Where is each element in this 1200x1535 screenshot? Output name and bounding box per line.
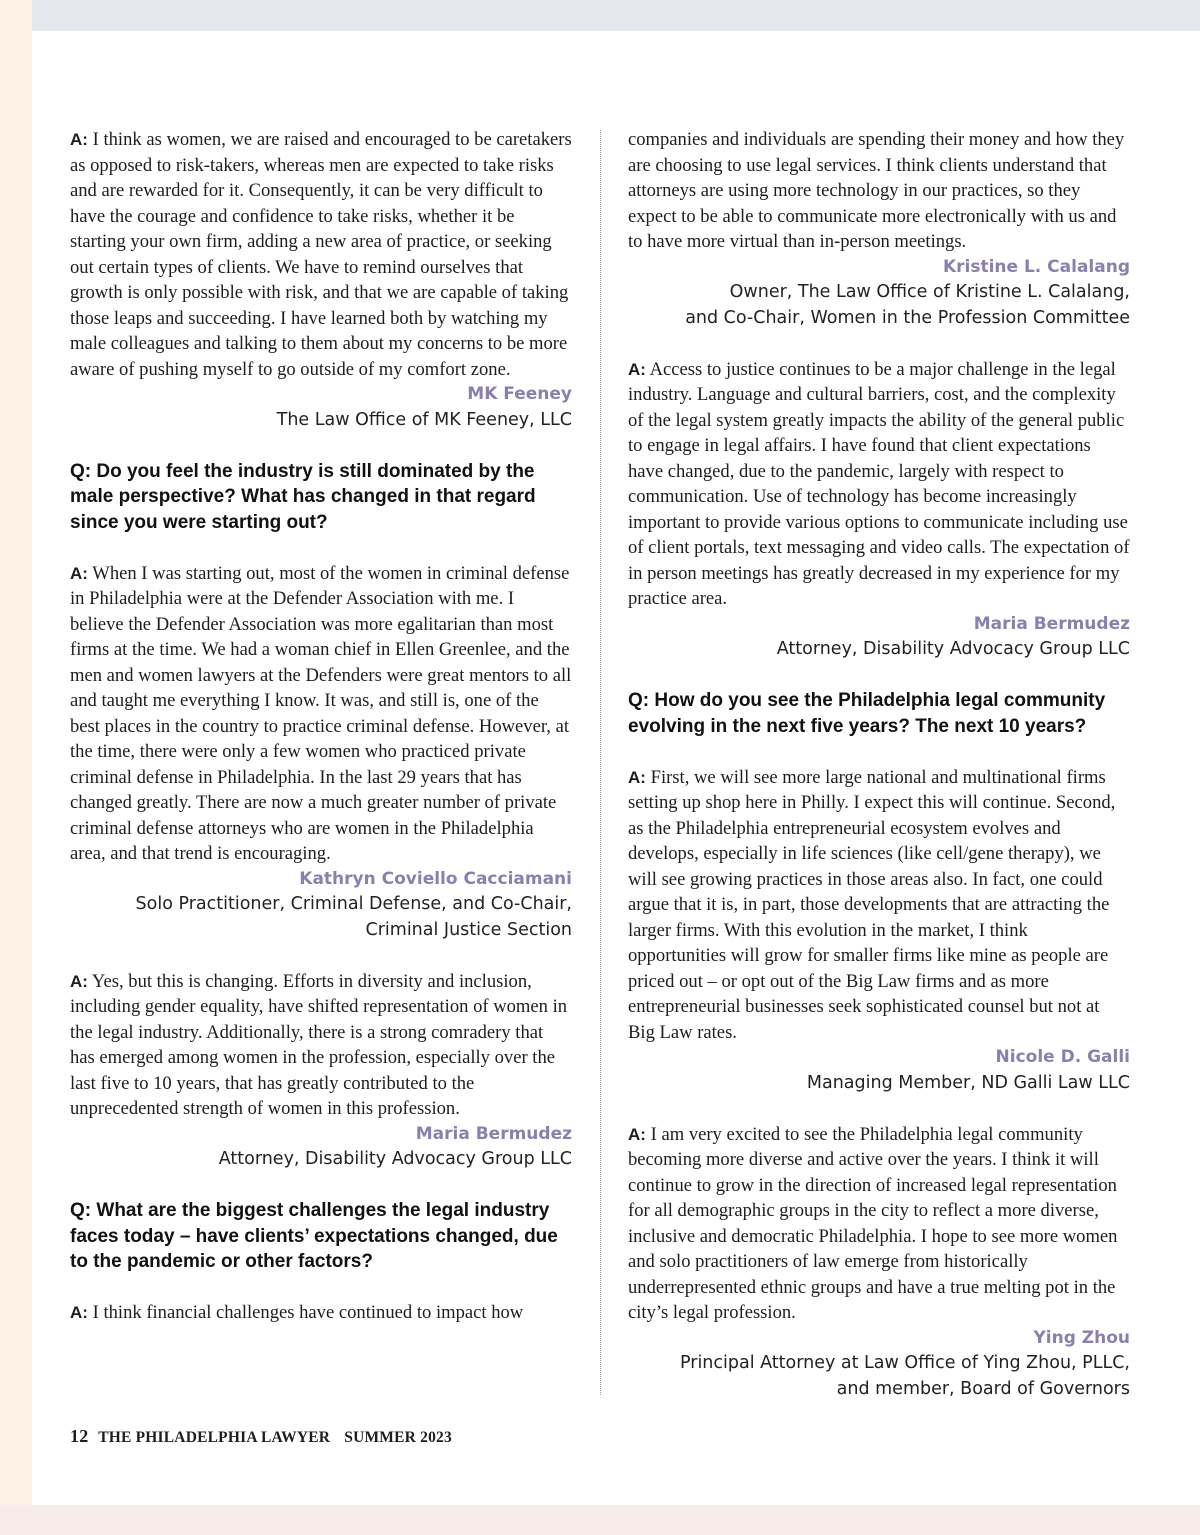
answer-label: A:: [628, 767, 646, 787]
author-title: Owner, The Law Office of Kristine L. Calalang,: [729, 282, 1130, 302]
answer-paragraph: [70, 1300, 572, 1326]
page-left-band: [0, 0, 32, 1535]
author-name: Kathryn Coviello Cacciamani: [299, 868, 572, 889]
left-column: [70, 127, 572, 1326]
question-heading: Q: Do you feel the industry is still dominated by the male perspective? What has changed in that regard since you were starting out?: [70, 460, 536, 533]
page-top-band: [0, 0, 1200, 31]
column-divider: [600, 130, 601, 1395]
page-bottom-band: [0, 1505, 1200, 1535]
answer-label: A:: [70, 130, 88, 149]
author-name: Ying Zhou: [1033, 1327, 1130, 1348]
answer-text: I think as women, we are raised and encouraged to be caretakers as opposed to risk-takers, whereas men are expected to take risks and are rewarded for it. Consequently, it can be very difficult to have the courage and confidence to take risks, whether it be starting your own firm, adding a new area of practice, or seeking out certain types of clients. We have to remind ourselves that growth is only possible with risk, and that we are capable of taking those leaps and succeeding. I have learned both by watching my male colleagues and talking to them about my concerns to be more aware of pushing myself to go outside of my comfort zone.: [70, 129, 572, 380]
author-title-line2: and member, Board of Governors: [836, 1378, 1130, 1399]
answer-label: A:: [70, 563, 88, 583]
answer-text: Yes, but this is changing. Efforts in diversity and inclusion, including gender equality, have shifted representation of women in the legal industry. Additionally, there is a strong comradery that has emerged among women in the profession, especially over the last five to 10 years, that has greatly contributed to the unprecedented strength of women in this profession.: [70, 970, 568, 1119]
right-column: [628, 127, 1130, 1402]
issue-label: SUMMER 2023: [344, 1429, 452, 1446]
answer-paragraph: [70, 969, 572, 1122]
author-name: Kristine L. Calalang: [942, 256, 1130, 277]
author-name: Maria Bermudez: [973, 613, 1130, 634]
answer-paragraph: [628, 765, 1130, 1046]
answer-paragraph: [70, 561, 572, 867]
answer-paragraph: [628, 1122, 1130, 1326]
answer-label: A:: [628, 1124, 646, 1144]
author-name: Maria Bermudez: [415, 1123, 572, 1144]
question-heading: Q: What are the biggest challenges the legal industry faces today – have clients’ expectations changed, due to the pandemic or other factors?: [70, 1200, 558, 1272]
author-name: MK Feeney: [467, 384, 572, 404]
answer-label: A:: [628, 359, 646, 379]
answer-text: Access to justice continues to be a major challenge in the legal industry. Language and cultural barriers, cost, and the complexity of the legal system greatly impacts the ability of the general public to engage in legal affairs. I have found that client expectations have changed, due to the pandemic, largely with respect to communication. Use of technology has become increasingly important to provide various options to communicate including use of client portals, text messaging and video calls. The expectation of in person meetings has greatly decreased in my experience for my practice area.: [628, 358, 1130, 609]
answer-text: When I was starting out, most of the women in criminal defense in Philadelphia were at the Defender Association with me. I believe the Defender Association was more egalitarian than most firms at the time. We had a woman chief in Ellen Greenlee, and the men and women lawyers at the Defenders were great mentors to all and taught me everything I know. It was, and still is, one of the best places in the country to practice criminal defense. However, at the time, there were only a few women who practiced private criminal defense in Philadelphia. In the last 29 years that has changed greatly. There are now a much greater number of private criminal defense attorneys who are women in the Philadelphia area, and that trend is encouraging.: [70, 562, 572, 864]
author-title: Attorney, Disability Advocacy Group LLC: [218, 1149, 572, 1169]
author-title: Solo Practitioner, Criminal Defense, and Co-Chair,: [135, 894, 572, 914]
page-footer: [70, 1426, 452, 1447]
author-name: Nicole D. Galli: [995, 1047, 1130, 1067]
question-heading: Q: How do you see the Philadelphia legal community evolving in the next five years? The next 10 years?: [628, 690, 1106, 737]
answer-paragraph: [70, 127, 572, 382]
author-title: Attorney, Disability Advocacy Group LLC: [776, 639, 1130, 659]
publication-name: THE PHILADELPHIA LAWYER: [98, 1429, 331, 1446]
answer-label: A:: [70, 971, 88, 991]
author-title: The Law Office of MK Feeney, LLC: [276, 409, 572, 430]
answer-text: First, we will see more large national and multinational firms setting up shop here in Philly. I expect this will continue. Second, as the Philadelphia entrepreneurial ecosystem evolves and develops, especially in life sciences (like cell/gene therapy), we will see growing practices in those areas also. In fact, one could argue that it is, in part, those developments that are attracting the larger firms. With this evolution in the market, I think opportunities will grow for smaller firms like mine as people are priced out – or opt out of the Big Law firms and as more entrepreneurial businesses seek sophisticated counsel but not at Big Law rates.: [628, 766, 1116, 1043]
answer-paragraph-continued: companies and individuals are spending their money and how they are choosing to use legal services. I think clients understand that attorneys are using more technology in our practices, so they expect to be able to communicate more electronically with us and to have more virtual than in-person meetings.: [628, 129, 1125, 252]
author-title: Managing Member, ND Galli Law LLC: [806, 1072, 1130, 1093]
author-title-line2: and Co-Chair, Women in the Profession Committee: [685, 307, 1130, 328]
answer-paragraph: [628, 357, 1130, 612]
page-number: 12: [70, 1426, 89, 1446]
answer-text: I think financial challenges have continued to impact how: [92, 1302, 524, 1323]
answer-label: A:: [70, 1303, 88, 1322]
author-title: Principal Attorney at Law Office of Ying Zhou, PLLC,: [680, 1353, 1130, 1373]
answer-text: I am very excited to see the Philadelphia legal community becoming more diverse and active over the years. I think it will continue to grow in the direction of increased legal representation for all demographic groups in the city to reflect a more diverse, inclusive and democratic Philadelphia. I hope to see more women and solo practitioners of law emerge from historically underrepresented ethnic groups and have a true melting pot in the city’s legal profession.: [628, 1123, 1118, 1323]
author-title-line2: Criminal Justice Section: [365, 919, 572, 940]
